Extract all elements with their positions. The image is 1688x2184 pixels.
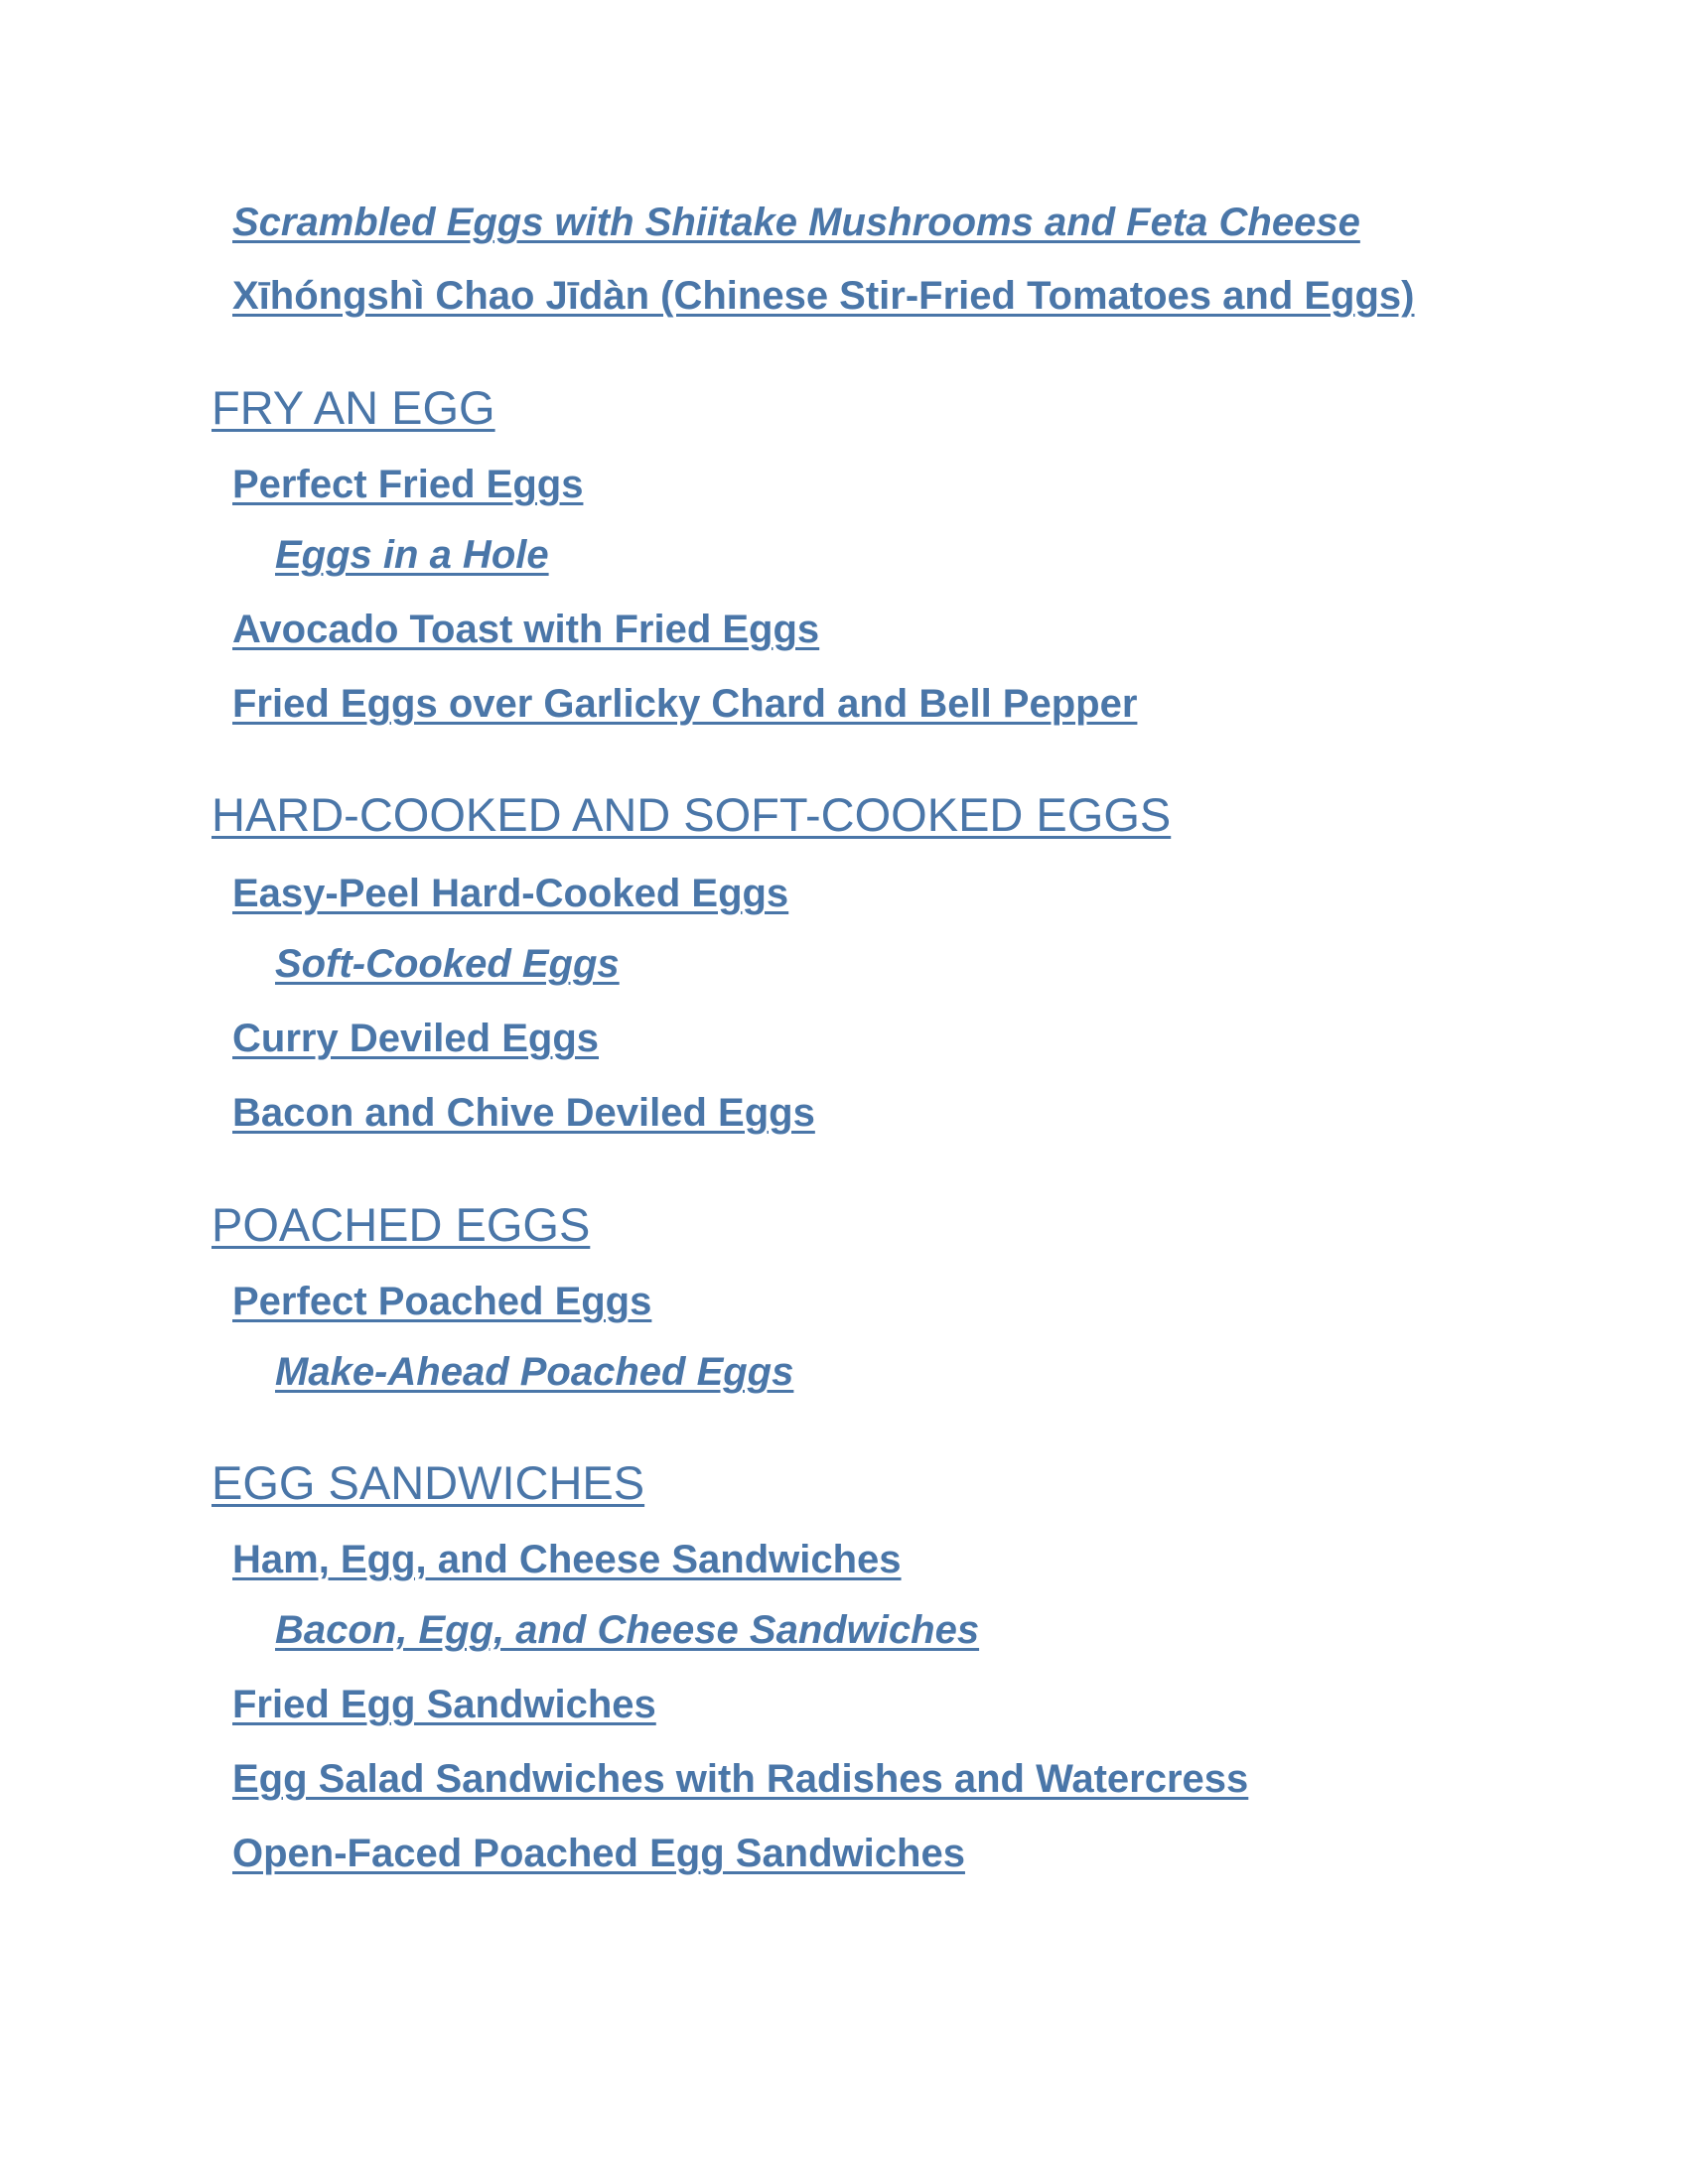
- toc-link-fried-egg-sandwiches[interactable]: Fried Egg Sandwiches: [232, 1683, 656, 1726]
- toc-link-open-faced-poached[interactable]: Open-Faced Poached Egg Sandwiches: [232, 1832, 965, 1875]
- toc-link-egg-salad-sandwiches[interactable]: Egg Salad Sandwiches with Radishes and Watercress: [232, 1757, 1249, 1801]
- toc-link-soft-cooked-eggs[interactable]: Soft-Cooked Eggs: [275, 942, 620, 986]
- toc-link-avocado-toast[interactable]: Avocado Toast with Fried Eggs: [232, 608, 820, 651]
- toc-link-scrambled-eggs-shiitake[interactable]: Scrambled Eggs with Shiitake Mushrooms and Feta Cheese: [232, 201, 1360, 244]
- toc-link-easy-peel-hard-cooked[interactable]: Easy-Peel Hard-Cooked Eggs: [232, 872, 789, 915]
- toc-link-eggs-in-a-hole[interactable]: Eggs in a Hole: [275, 533, 549, 577]
- toc-link-bacon-chive-deviled[interactable]: Bacon and Chive Deviled Eggs: [232, 1091, 815, 1135]
- toc-link-make-ahead-poached[interactable]: Make-Ahead Poached Eggs: [275, 1350, 794, 1394]
- toc-link-perfect-fried-eggs[interactable]: Perfect Fried Eggs: [232, 463, 584, 506]
- section-heading-hard-soft-cooked[interactable]: HARD-COOKED AND SOFT-COOKED EGGS: [211, 788, 1172, 841]
- toc-link-curry-deviled-eggs[interactable]: Curry Deviled Eggs: [232, 1017, 600, 1060]
- toc-link-bacon-egg-cheese[interactable]: Bacon, Egg, and Cheese Sandwiches: [275, 1608, 980, 1652]
- section-heading-fry-an-egg[interactable]: FRY AN EGG: [211, 381, 495, 434]
- toc-link-ham-egg-cheese[interactable]: Ham, Egg, and Cheese Sandwiches: [232, 1538, 902, 1581]
- toc-link-xihongshi-chao-jidan[interactable]: Xīhóngshì Chao Jīdàn (Chinese Stir-Fried Tomatoes and Eggs): [232, 274, 1415, 318]
- section-heading-egg-sandwiches[interactable]: EGG SANDWICHES: [211, 1456, 645, 1509]
- section-heading-poached-eggs[interactable]: POACHED EGGS: [211, 1198, 591, 1251]
- toc-link-perfect-poached-eggs[interactable]: Perfect Poached Eggs: [232, 1280, 652, 1323]
- toc-link-fried-eggs-chard[interactable]: Fried Eggs over Garlicky Chard and Bell Pepper: [232, 682, 1138, 726]
